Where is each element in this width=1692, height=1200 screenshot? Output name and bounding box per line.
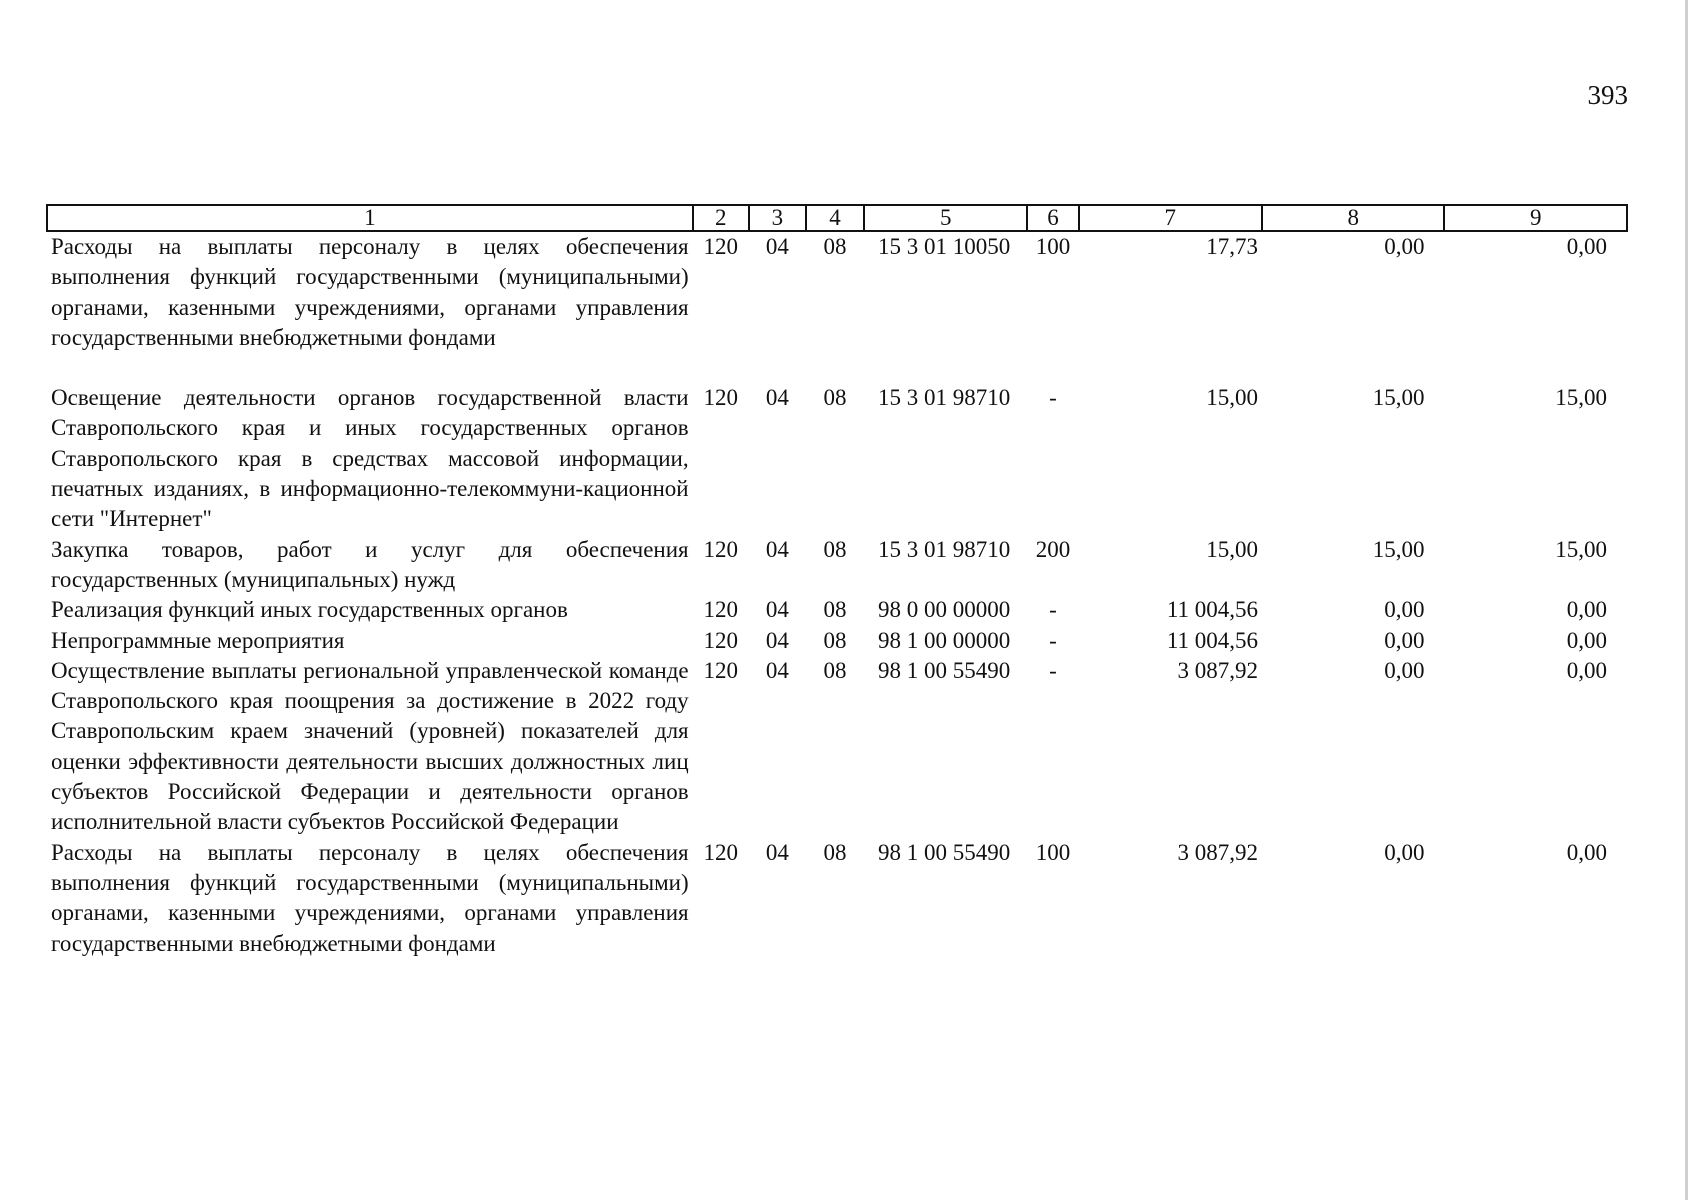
ministry-code: 120 xyxy=(703,536,738,562)
amount-col-8: 15,00 xyxy=(1372,536,1425,562)
amount-col-9: 0,00 xyxy=(1566,597,1607,623)
section-code: 04 xyxy=(765,385,789,411)
ministry-code: 120 xyxy=(703,839,738,865)
amount-col-7: 3 087,92 xyxy=(1177,657,1259,683)
subsection-code: 08 xyxy=(823,385,847,411)
column-header: 2 xyxy=(693,205,749,231)
amount-col-7: 11 004,56 xyxy=(1166,597,1259,623)
subsection-code: 08 xyxy=(823,657,847,683)
section-code: 04 xyxy=(765,234,789,259)
expense-name: Закупка товаров, работ и услуг для обеспечения государственных (муниципальных) нужд xyxy=(51,536,689,592)
expense-name: Реализация функций иных государственных органов xyxy=(51,597,568,623)
ministry-code: 120 xyxy=(703,657,738,683)
expense-type-code: - xyxy=(1049,597,1057,623)
column-header: 6 xyxy=(1027,205,1078,231)
ministry-code: 120 xyxy=(703,627,738,653)
amount-col-9: 0,00 xyxy=(1566,234,1607,259)
ministry-code: 120 xyxy=(703,385,738,411)
expense-name: Непрограммные мероприятия xyxy=(51,627,345,653)
amount-col-9: 15,00 xyxy=(1555,536,1607,562)
expense-type-code: - xyxy=(1049,385,1057,411)
amount-col-8: 15,00 xyxy=(1372,385,1425,411)
ministry-code: 120 xyxy=(703,597,738,623)
subsection-code: 08 xyxy=(823,839,847,865)
amount-col-9: 0,00 xyxy=(1566,839,1607,865)
column-header: 4 xyxy=(806,205,864,231)
subsection-code: 08 xyxy=(823,597,847,623)
column-header: 7 xyxy=(1079,205,1262,231)
expense-name: Освещение деятельности органов государственной власти Ставропольского края и иных государственных органов Ставропольского края в средствах массовой информации, печатных изданиях, в информационно-телекоммуни-кационной сети "Интернет" xyxy=(51,385,689,532)
table-row xyxy=(47,383,1627,534)
header-row xyxy=(47,205,1627,231)
amount-col-8: 0,00 xyxy=(1384,627,1425,653)
amount-col-7: 3 087,92 xyxy=(1177,839,1259,865)
table-row xyxy=(47,535,1627,596)
target-article-code: 98 1 00 00000 xyxy=(878,627,1011,653)
amount-col-9: 15,00 xyxy=(1555,385,1607,411)
table-row xyxy=(47,231,1627,353)
page-edge xyxy=(1685,0,1688,1200)
target-article-code: 15 3 01 10050 xyxy=(878,234,1011,259)
target-article-code: 15 3 01 98710 xyxy=(878,385,1011,411)
budget-table xyxy=(46,204,1628,959)
amount-col-8: 0,00 xyxy=(1384,839,1425,865)
expense-type-code: 200 xyxy=(1035,536,1071,562)
section-code: 04 xyxy=(765,597,789,623)
page-number: 393 xyxy=(1587,80,1628,110)
amount-col-7: 15,00 xyxy=(1206,536,1259,562)
section-code: 04 xyxy=(765,627,789,653)
target-article-code: 98 1 00 55490 xyxy=(878,657,1011,683)
expense-name: Расходы на выплаты персоналу в целях обеспечения выполнения функций государственными (муниципальными) органами, казенными учреждениями, органами управления государственными внебюджетными фондами xyxy=(51,234,689,350)
column-header: 3 xyxy=(749,205,806,231)
expense-type-code: - xyxy=(1049,627,1057,653)
amount-col-7: 17,73 xyxy=(1206,234,1259,259)
column-header: 8 xyxy=(1262,205,1444,231)
expense-type-code: - xyxy=(1049,657,1057,683)
table-row xyxy=(47,595,1627,625)
table-row xyxy=(47,626,1627,656)
ministry-code: 120 xyxy=(703,234,738,259)
amount-col-7: 11 004,56 xyxy=(1166,627,1259,653)
target-article-code: 15 3 01 98710 xyxy=(878,536,1011,562)
column-header: 5 xyxy=(864,205,1027,231)
amount-col-7: 15,00 xyxy=(1206,385,1259,411)
expense-name: Осуществление выплаты региональной управленческой команде Ставропольского края поощрения за достижение в 2022 году Ставропольским краем значений (уровней) показателей для оценки эффективности деятельности высших должностных лиц субъектов Российской Федерации и деятельности органов исполнительной власти субъектов Российской Федерации xyxy=(51,657,689,835)
column-header: 1 xyxy=(47,205,693,231)
amount-col-8: 0,00 xyxy=(1384,234,1425,259)
subsection-code: 08 xyxy=(823,627,847,653)
amount-col-8: 0,00 xyxy=(1384,597,1425,623)
subsection-code: 08 xyxy=(823,234,847,259)
table-row xyxy=(47,838,1627,959)
column-header: 9 xyxy=(1444,205,1627,231)
amount-col-9: 0,00 xyxy=(1566,627,1607,653)
section-code: 04 xyxy=(765,536,789,562)
expense-name: Расходы на выплаты персоналу в целях обеспечения выполнения функций государственными (муниципальными) органами, казенными учреждениями, органами управления государственными внебюджетными фондами xyxy=(51,839,689,956)
expense-type-code: 100 xyxy=(1035,839,1071,865)
subsection-code: 08 xyxy=(823,536,847,562)
target-article-code: 98 1 00 55490 xyxy=(878,839,1011,865)
section-code: 04 xyxy=(765,657,789,683)
amount-col-8: 0,00 xyxy=(1384,657,1425,683)
expense-type-code: 100 xyxy=(1035,234,1071,259)
target-article-code: 98 0 00 00000 xyxy=(878,597,1011,623)
section-code: 04 xyxy=(765,839,789,865)
table-row xyxy=(47,656,1627,838)
amount-col-9: 0,00 xyxy=(1566,657,1607,683)
row-spacer xyxy=(47,353,1627,383)
